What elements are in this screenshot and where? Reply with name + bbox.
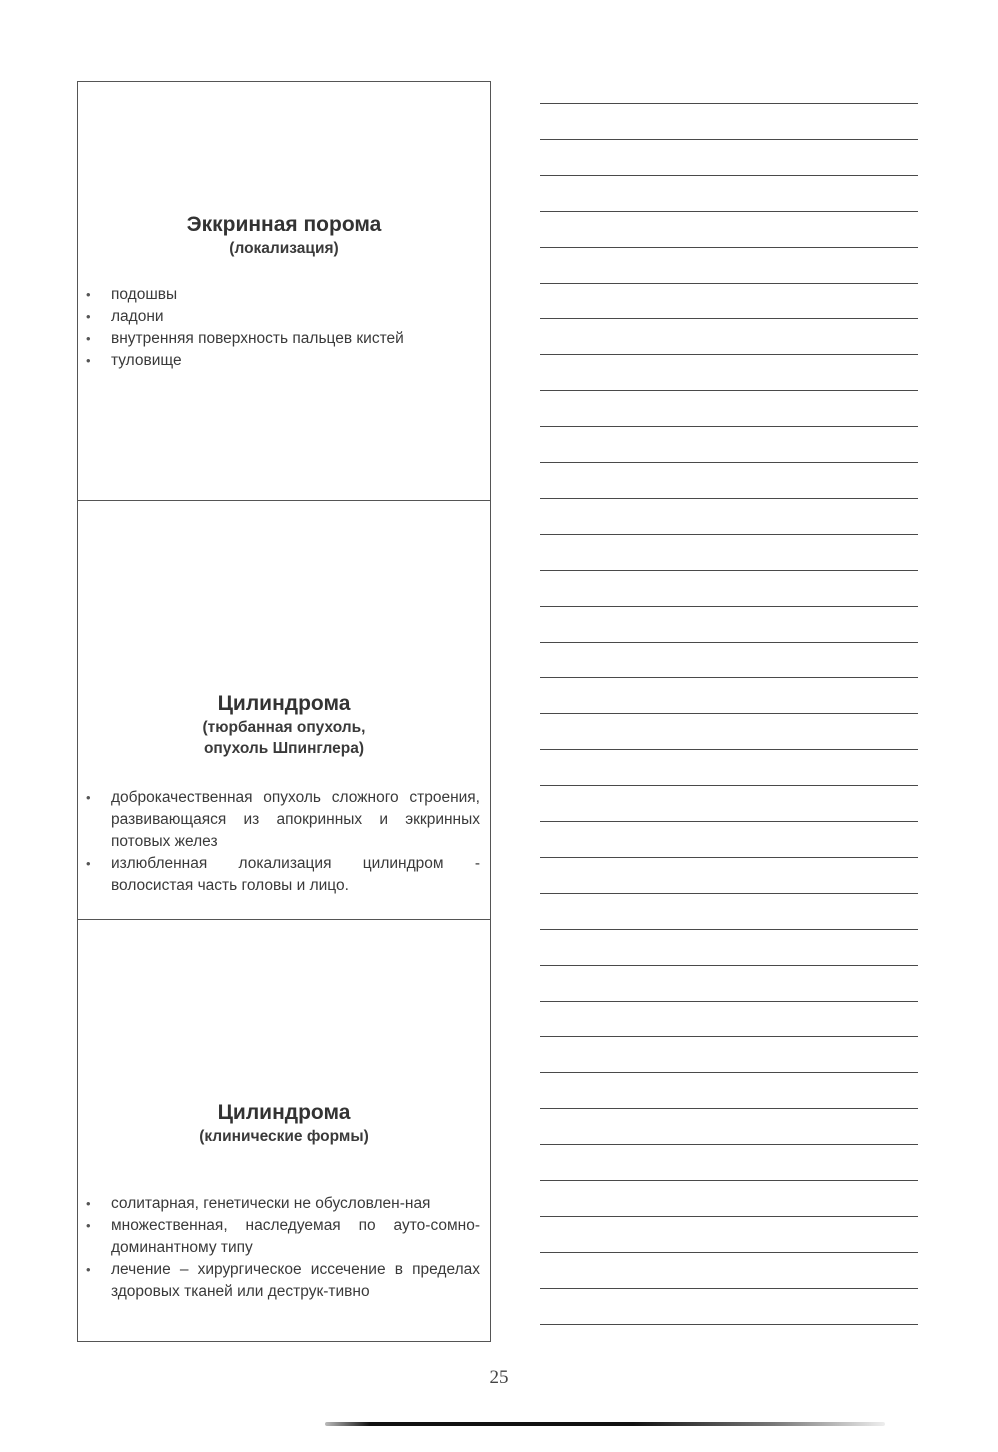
card-heading [78,1100,490,1147]
note-line [540,354,918,355]
note-line [540,283,918,284]
note-line [540,965,918,966]
note-line [540,103,918,104]
card-subtitle: (локализация) [229,240,339,257]
slide-cards-column [77,81,491,1342]
note-line [540,1108,918,1109]
note-line [540,1216,918,1217]
note-line [540,1144,918,1145]
list-item: • туловище [86,350,480,372]
note-line [540,1036,918,1037]
bullet-list [86,284,480,372]
note-line [540,318,918,319]
card-subtitle: (тюрбанная опухоль, опухоль Шпинглера) [202,719,366,757]
note-line [540,1324,918,1325]
note-line [540,929,918,930]
card-title: Цилиндрома [217,1101,351,1124]
card-heading [78,212,490,259]
card-title: Эккринная порома [186,213,382,236]
note-line [540,749,918,750]
note-line [540,785,918,786]
note-line [540,1072,918,1073]
bullet-list [86,787,480,897]
note-line [540,570,918,571]
note-line [540,1180,918,1181]
bullet-list [86,1193,480,1303]
note-line [540,606,918,607]
list-item: • ладони [86,306,480,328]
list-item: • солитарная, генетически не обусловлен-ная [86,1193,480,1215]
note-line [540,1252,918,1253]
note-line [540,139,918,140]
note-line [540,857,918,858]
note-line [540,211,918,212]
note-line [540,390,918,391]
slide-card-eccrine-poroma [78,82,490,500]
note-line [540,1288,918,1289]
note-line [540,498,918,499]
slide-card-cylindroma-forms [78,919,490,1343]
note-line [540,821,918,822]
note-line [540,426,918,427]
scan-binding-shadow [325,1422,885,1426]
list-item: • множественная, наследуемая по ауто-сомно-доминантному типу [86,1215,480,1259]
list-item: • внутренняя поверхность пальцев кистей [86,328,480,350]
card-title: Цилиндрома [217,692,351,715]
note-line [540,1001,918,1002]
list-item: • излюбленная локализация цилиндром - волосистая часть головы и лицо. [86,853,480,897]
note-line [540,677,918,678]
note-line [540,713,918,714]
note-line [540,642,918,643]
note-line [540,175,918,176]
notes-lines [540,85,918,1345]
card-subtitle: (клинические формы) [199,1128,369,1145]
page-number: 25 [489,1367,509,1388]
list-item: • подошвы [86,284,480,306]
slide-card-cylindroma [78,500,490,919]
note-line [540,247,918,248]
card-heading [78,691,490,759]
list-item: • лечение – хирургическое иссечение в пределах здоровых тканей или деструк-тивно [86,1259,480,1303]
note-line [540,534,918,535]
note-line [540,462,918,463]
list-item: • доброкачественная опухоль сложного строения, развивающаяся из апокринных и эккринных потовых желез [86,787,480,853]
note-line [540,893,918,894]
